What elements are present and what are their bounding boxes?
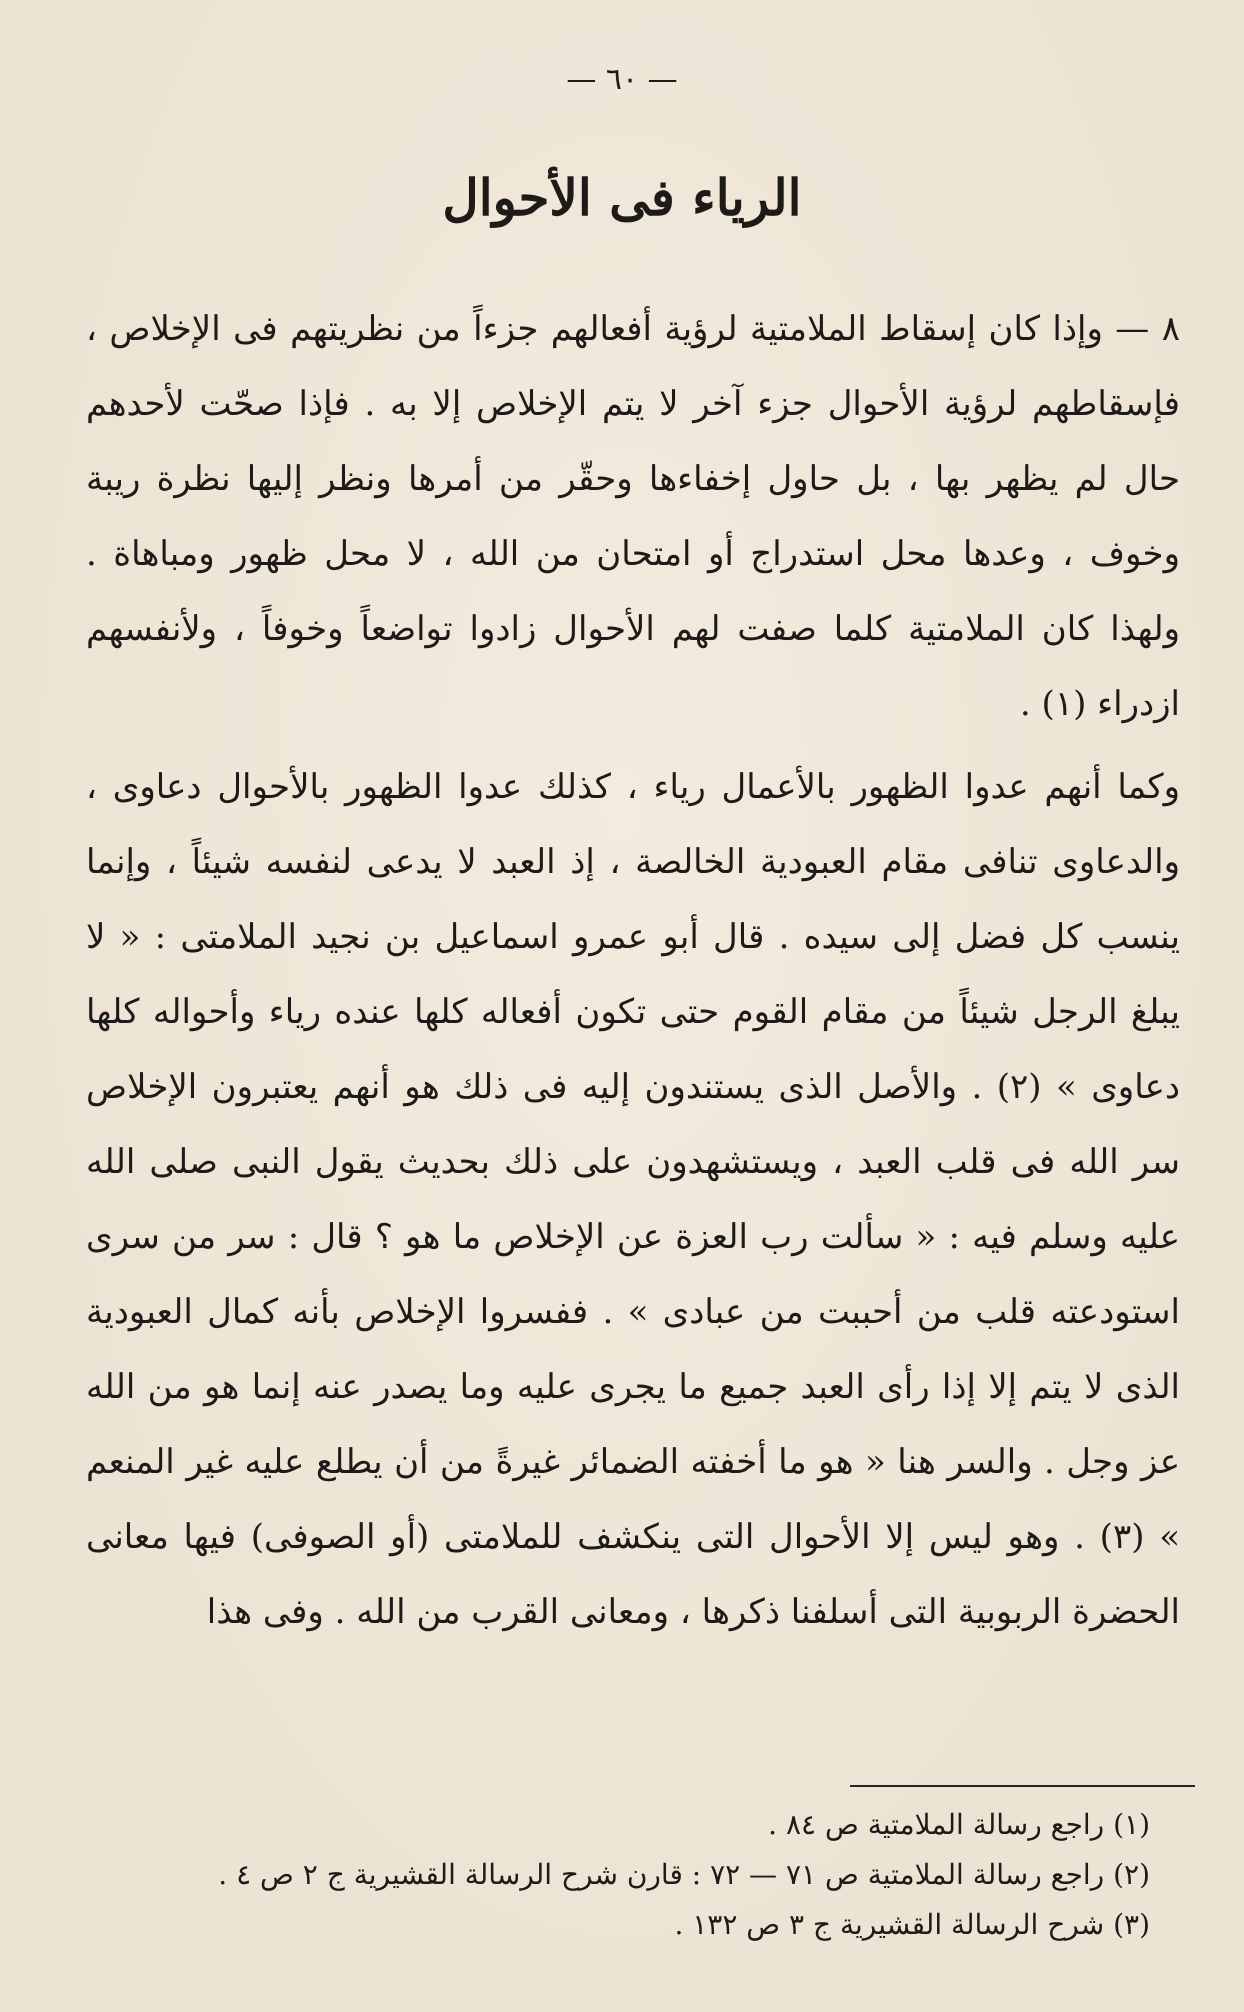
footnote: (٢) راجع رسالة الملامتية ص ٧١ — ٧٢ : قارن شرح الرسالة القشيرية ج ٢ ص ٤ . (218, 1858, 1150, 1891)
paragraph: ٨ — وإذا كان إسقاط الملامتية لرؤية أفعالهم جزءاً من نظريتهم فى الإخلاص ، فإسقاطهم لرؤية الأحوال جزء آخر لا يتم الإخلاص إلا به . فإذا صحّت لأحدهم حال لم يظهر بها ، بل حاول إخفاءها وحقّر من أمرها ونظر إليها نظرة ريبة وخوف ، وعدها محل استدراج أو امتحان من الله ، لا محل ظهور ومباهاة . ولهذا كان الملامتية كلما صفت لهم الأحوال زادوا تواضعاً وخوفاً ، ولأنفسهم ازدراء (١) . (86, 309, 1180, 724)
body-text (86, 292, 1180, 1650)
footnote: (٣) شرح الرسالة القشيرية ج ٣ ص ١٣٢ . (674, 1908, 1150, 1941)
page-number: — ٦٠ — (566, 62, 678, 97)
footnote: (١) راجع رسالة الملامتية ص ٨٤ . (768, 1808, 1150, 1841)
section-heading: الرياء فى الأحوال (442, 168, 802, 227)
paragraph: وكما أنهم عدوا الظهور بالأعمال رياء ، كذلك عدوا الظهور بالأحوال دعاوى ، والدعاوى تنافى مقام العبودية الخالصة ، إذ العبد لا يدعى لنفسه شيئاً ، وإنما ينسب كل فضل إلى سيده . قال أبو عمرو اسماعيل بن نجيد الملامتى : « لا يبلغ الرجل شيئاً من مقام القوم حتى تكون أفعاله كلها عنده رياء وأحواله كلها دعاوى » (٢) . والأصل الذى يستندون إليه فى ذلك هو أنهم يعتبرون الإخلاص سر الله فى قلب العبد ، ويستشهدون على ذلك بحديث يقول النبى صلى الله عليه وسلم فيه : « سألت رب العزة عن الإخلاص ما هو ؟ قال : سر من سرى استودعته قلب من أحببت من عبادى » . ففسروا الإخلاص بأنه كمال العبودية الذى لا يتم إلا إذا رأى العبد جميع ما يجرى عليه وما يصدر عنه إنما هو من الله عز وجل . والسر هنا « هو ما أخفته الضمائر غيرةً من أن يطلع عليه غير المنعم » (٣) . وهو ليس إلا الأحوال التى ينكشف للملامتى (أو الصوفى) فيها معانى الحضرة الربوبية التى أسلفنا ذكرها ، ومعانى القرب من الله . وفى هذا (86, 767, 1181, 1632)
footnote-divider (850, 1785, 1195, 1787)
footnotes (86, 1800, 1180, 1950)
